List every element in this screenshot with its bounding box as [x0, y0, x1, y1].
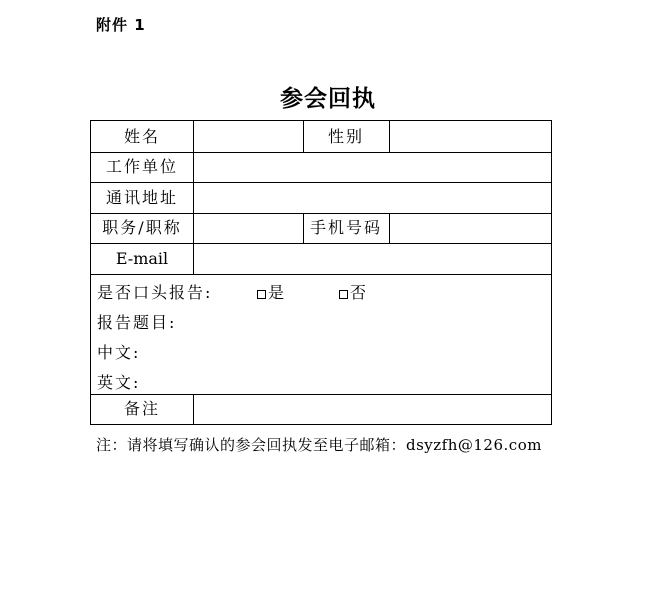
- email-label: E-mail: [115, 248, 169, 268]
- english-title-label: 英文:: [97, 373, 141, 392]
- phone-field[interactable]: [389, 213, 551, 243]
- column-divider: [389, 213, 390, 243]
- position-label: 职务/职称: [102, 218, 182, 237]
- option-no[interactable]: [339, 285, 366, 301]
- column-divider: [303, 121, 304, 152]
- name-field[interactable]: [193, 121, 303, 152]
- option-no-label: 否: [350, 283, 367, 302]
- row-divider: [91, 243, 551, 244]
- checkbox-yes-icon[interactable]: [257, 290, 266, 299]
- column-divider: [303, 213, 304, 243]
- column-divider: [193, 394, 194, 424]
- option-yes-label: 是: [268, 283, 285, 302]
- remarks-label: 备注: [123, 399, 160, 418]
- row-divider: [91, 182, 551, 183]
- address-label: 通讯地址: [105, 187, 178, 207]
- attachment-label: 附件 1: [96, 16, 146, 34]
- gender-label: 性别: [327, 126, 364, 146]
- row-divider: [91, 213, 551, 214]
- option-yes[interactable]: [257, 285, 284, 301]
- oral-report-label: 是否口头报告:: [97, 283, 213, 302]
- row-divider: [91, 394, 551, 395]
- gender-field[interactable]: [389, 121, 551, 152]
- address-field[interactable]: [193, 182, 551, 213]
- row-divider: [91, 152, 551, 153]
- name-label: 姓名: [123, 126, 160, 146]
- phone-label: 手机号码: [309, 218, 382, 237]
- column-divider: [193, 121, 194, 274]
- chinese-title-label: 中文:: [97, 343, 141, 362]
- email-field[interactable]: [193, 243, 551, 274]
- checkbox-no-icon[interactable]: [339, 290, 348, 299]
- column-divider: [389, 121, 390, 152]
- remarks-field[interactable]: [193, 394, 551, 424]
- position-field[interactable]: [193, 213, 303, 243]
- work-unit-label: 工作单位: [105, 157, 178, 176]
- footer-note: 注：请将填写确认的参会回执发至电子邮箱：dsyzfh@126.com: [96, 436, 542, 454]
- row-divider: [91, 274, 551, 275]
- report-title-label: 报告题目:: [97, 313, 177, 332]
- page-title: 参会回执: [280, 86, 376, 112]
- registration-form-table: [90, 120, 552, 425]
- work-unit-field[interactable]: [193, 152, 551, 182]
